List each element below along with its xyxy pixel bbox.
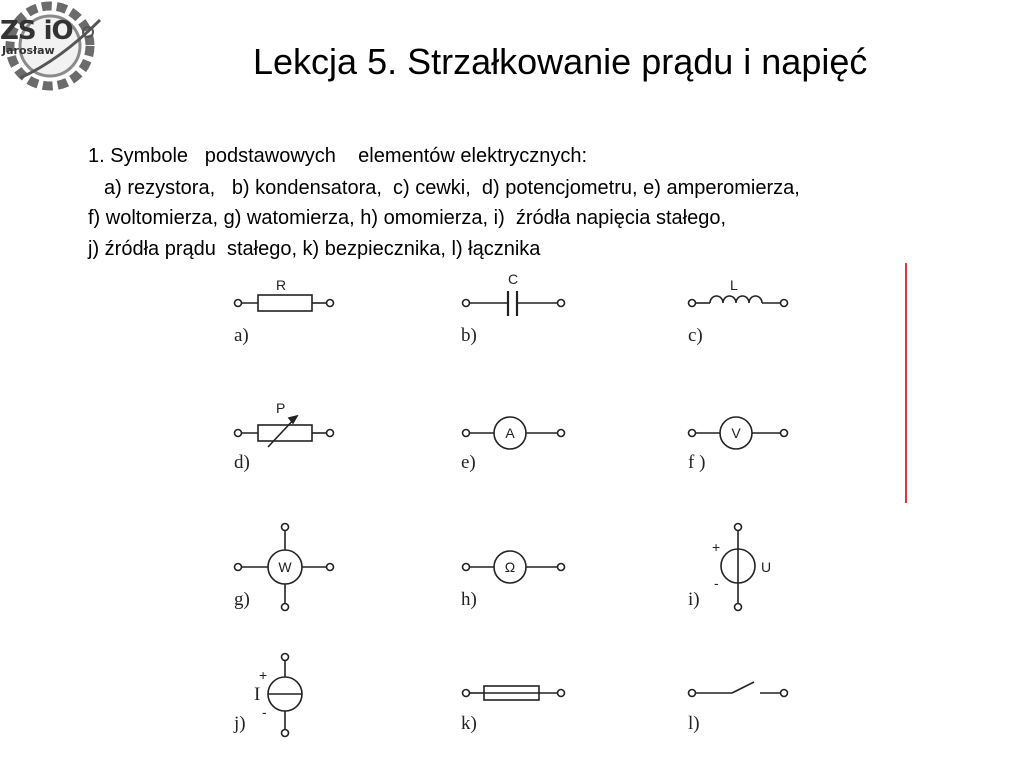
page-title: Lekcja 5. Strzałkowanie prądu i napięć [253,41,868,82]
ohmmeter-label: Ω [504,559,516,575]
voltage-source-minus: - [714,575,719,591]
caption-d: d) [234,452,250,473]
caption-f: f ) [688,452,706,473]
switch-symbol [688,682,788,734]
inductor-label: L [730,277,738,293]
current-source-plus: + [259,667,268,683]
body-line-2: a) rezystora, b) kondensatora, c) cewki, d) potencjometru, e) amperomierza, [104,177,800,199]
caption-l: l) [688,713,700,734]
caption-h: h) [461,589,477,610]
logo-text: ZS iO [0,16,73,46]
current-source-label: I [254,684,261,705]
voltmeter-symbol [688,417,788,473]
ammeter-label: A [505,425,515,441]
resistor-label: R [276,277,287,293]
capacitor-label: C [508,271,519,287]
fuse-symbol [461,686,565,734]
ammeter-symbol [461,417,565,473]
potentiometer-symbol [234,400,334,473]
capacitor-symbol [461,271,565,346]
ohmmeter-symbol [461,551,565,610]
current-source-symbol [233,654,302,737]
voltmeter-label: V [731,425,741,441]
wattmeter-symbol [234,524,334,611]
caption-c: c) [688,325,703,346]
logo-subtext: Jarosław [2,44,55,57]
caption-j: j) [234,713,246,734]
caption-e: e) [461,452,476,473]
caption-i: i) [688,589,700,610]
voltage-source-symbol [688,524,771,611]
body-line-1: 1. Symbole podstawowych elementów elektrycznych: [88,145,588,167]
wattmeter-label: W [278,559,292,575]
body-line-4: j) źródła prądu stałego, k) bezpiecznika, l) łącznika [88,238,541,260]
voltage-source-plus: + [712,539,721,555]
resistor-symbol [234,277,334,346]
body-line-3: f) woltomierza, g) watomierza, h) omomierza, i) źródła napięcia stałego, [88,207,727,229]
potentiometer-label: P [276,400,286,416]
voltage-source-label: U [761,559,772,575]
caption-a: a) [234,325,249,346]
caption-b: b) [461,325,477,346]
inductor-symbol [688,277,788,346]
current-source-minus: - [262,704,267,720]
caption-g: g) [234,589,250,610]
caption-k: k) [461,713,477,734]
